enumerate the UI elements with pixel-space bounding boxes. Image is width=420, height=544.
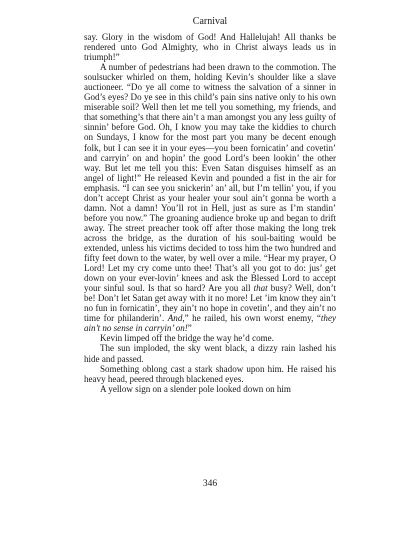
paragraph [84, 333, 336, 343]
page-number: 346 [202, 479, 218, 489]
paragraph [84, 343, 336, 363]
text-run: Something oblong cast a stark shadow upon him. He raised his heavy head, peered through blackened eyes. [84, 363, 336, 384]
text-run: busy? Well, don’t be! Don’t let Satan get away with it no more! Let ’im know they ain’t no fun in fornicatin’, they ain’t no hope in covetin’, and they ain’t no time for philanderin’. [84, 283, 337, 324]
paragraph [84, 364, 336, 384]
body-text [84, 32, 336, 394]
running-head: Carnival [192, 16, 228, 27]
paragraph [84, 62, 336, 333]
paragraph [84, 384, 336, 394]
text-run: A yellow sign on a slender pole looked down on him [100, 383, 291, 394]
italic-run: that [253, 283, 268, 294]
text-run: ” [187, 323, 192, 334]
italic-run: they ain’t no sense in carryin’ on! [84, 313, 336, 334]
text-run: say. Glory in the wisdom of God! And Hallelujah! All thanks be rendered unto God Almighty, who in Christ always leads us in triumph!” [84, 32, 336, 63]
paragraph [84, 32, 336, 62]
text-run: Kevin limped off the bridge the way he’d come. [100, 333, 274, 344]
text-run: ,” he railed, his own worst enemy, “ [182, 313, 321, 324]
text-run: A number of pedestrians had been drawn to the commotion. The soulsucker whirled on them, holding Kevin’s shoulder like a slave auctioneer. “Do ye all come to witness the salvation of a sinner in God’s eyes? Do ye see in this child’s pain sins native only to his own miserable soil? Well then let me tell you something, my friends, and that something’s that there ain’t a man amongst you any less guilty of sinnin’ before God. Oh, I know you may take the kiddies to church on Sundays, I know for the most part you many be decent enough folk, but I can see it in your eyes—you been fornicatin’ and covetin’ and carryin’ on and hopin’ the good Lord’s been lookin’ the other way. But let me tell you this: Even Satan disguises himself as an angel of light!” He released Kevin and pounded a fist in the air for emphasis. “I can see you snickerin’ an’ all, but I’m tellin’ you, if you don’t accept Christ as your healer your soul ain’t gonna be worth a damn. Not a damn! You’ll rot in Hell, just as sure as I’m standin’ before you now.” The groaning audience broke up and began to drift away. The street preacher took off after those making the long trek across the bridge, as the duration of his soul-baiting would be extended, unless his victims decided to toss him the two hundred and fifty feet down to the water, by well over a mile. “Hear my prayer, O Lord! Let my cry come unto thee! That’s all you got to do: jus’ get down on your ever-lovin’ knees and ask the Blessed Lord to accept your sinful soul. Is that so hard? Are you all [84, 62, 336, 294]
text-run: The sun imploded, the sky went black, a dizzy rain lashed his hide and passed. [84, 343, 336, 364]
italic-run: And [167, 313, 183, 324]
